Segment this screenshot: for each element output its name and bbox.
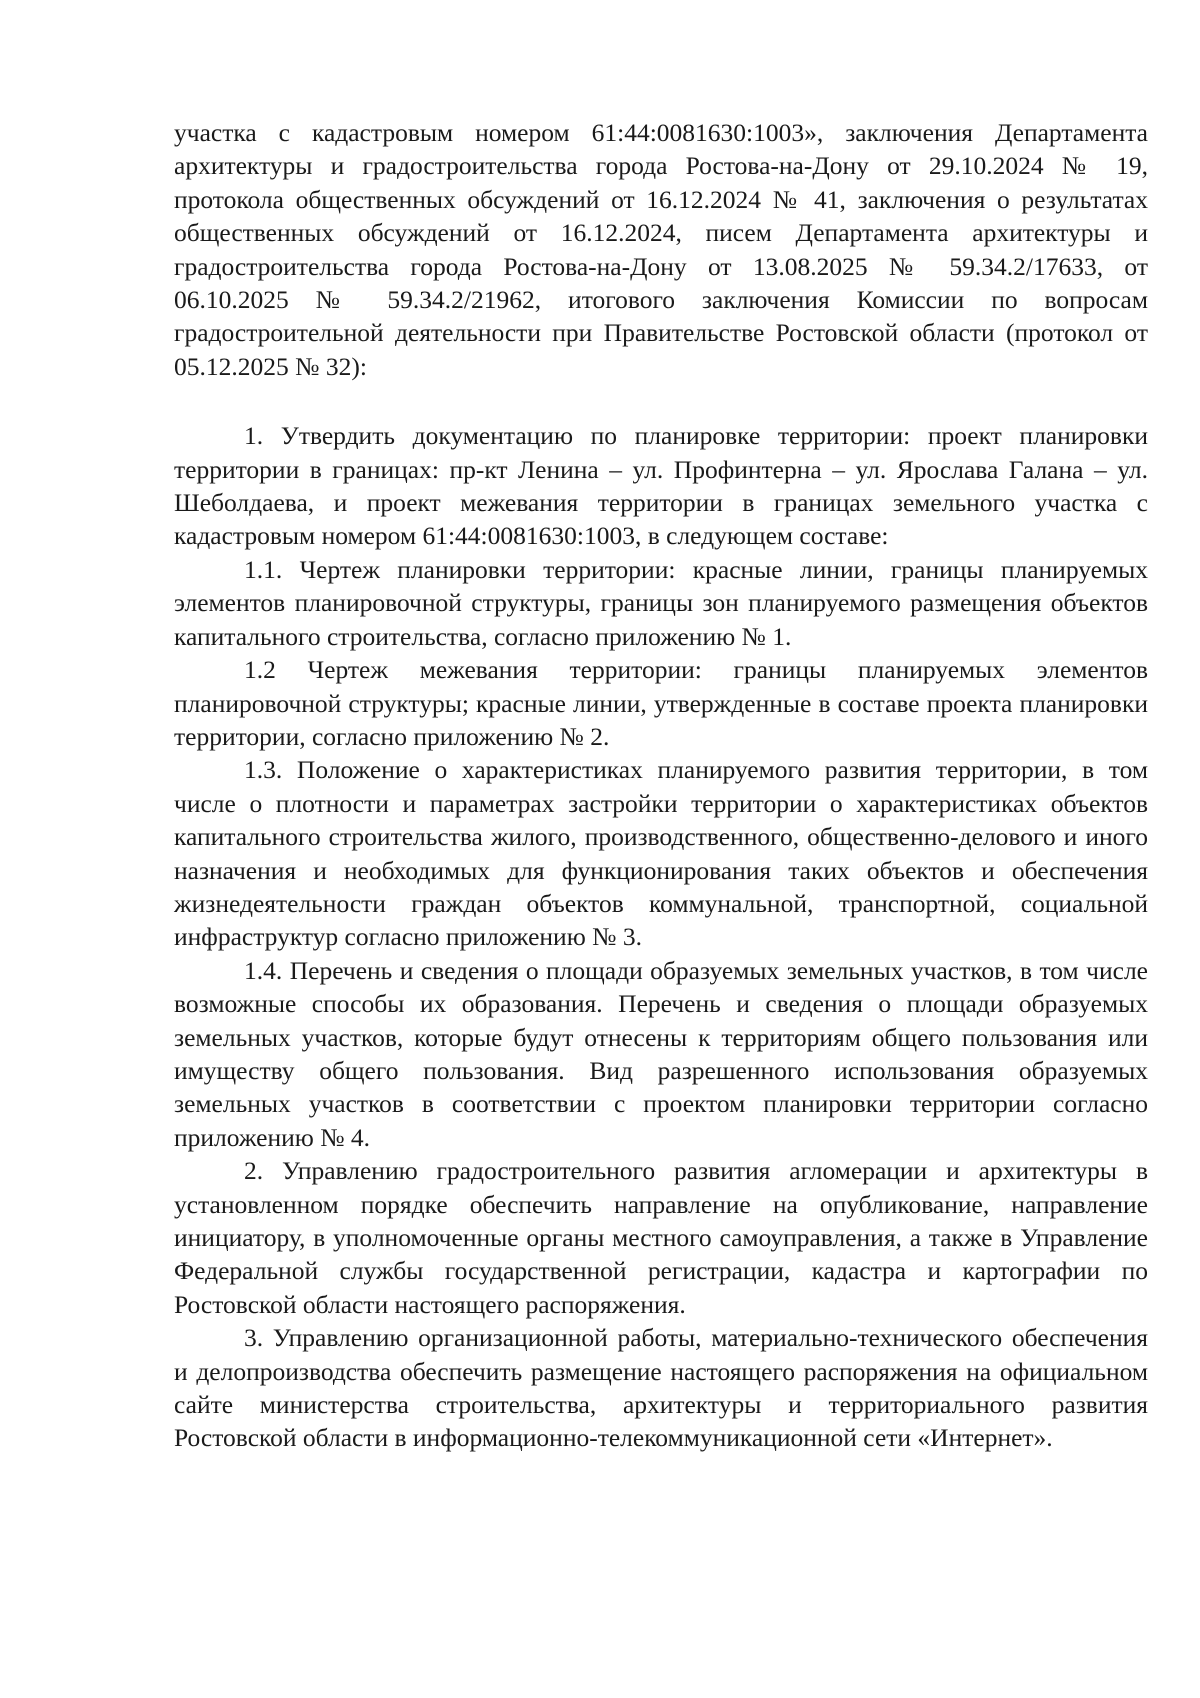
paragraph-item-1-4: 1.4. Перечень и сведения о площади образуемых земельных участков, в том числе возможные способы их образования. Перечень и сведения о площади образуемых земельных участков, которые будут отнесены к территориям общего пользования или имуществу общего пользования. Вид разрешенного использования образуемых земельных участков в соответствии с проектом планировки территории согласно приложению № 4.	[174, 955, 1148, 1152]
paragraph-item-1-1: 1.1. Чертеж планировки территории: красные линии, границы планируемых элементов планировочной структуры, границы зон планируемого размещения объектов капитального строительства, согласно приложению № 1.	[174, 554, 1148, 651]
paragraph-item-1-2: 1.2 Чертеж межевания территории: границы планируемых элементов планировочной структуры; красные линии, утвержденные в составе проекта планировки территории, согласно приложению № 2.	[174, 655, 1148, 751]
paragraph-item-2: 2. Управлению градостроительного развития агломерации и архитектуры в установленном порядке обеспечить направление на опубликование, направление инициатору, в уполномоченные органы местного самоуправления, а также в Управление Федеральной службы государственной регистрации, кадастра и картографии по Ростовской области настоящего распоряжения.	[174, 1156, 1148, 1319]
paragraph-preamble-continuation: участка с кадастровым номером 61:44:0081630:1003», заключения Департамента архитектуры и градостроительства города Ростова-на-Дону от 29.10.2024 № 19, протокола общественных обсуждений от 16.12.2024 № 41, заключения о результатах общественных обсуждений от 16.12.2024, писем Департамента архитектуры и градостроительства города Ростова-на-Дону от 13.08.2025 № 59.34.2/17633, от 06.10.2025 № 59.34.2/21962, итогового заключения Комиссии по вопросам градостроительной деятельности при Правительстве Ростовской области (протокол от 05.12.2025 № 32):	[174, 118, 1148, 381]
paragraph-item-3: 3. Управлению организационной работы, материально-технического обеспечения и делопроизводства обеспечить размещение настоящего распоряжения на официальном сайте министерства строительства, архитектуры и территориального развития Ростовской области в информационно-телекоммуникационной сети «Интернет».	[174, 1323, 1148, 1453]
document-body	[174, 116, 1148, 1455]
paragraph-item-1-3: 1.3. Положение о характеристиках планируемого развития территории, в том числе о плотности и параметрах застройки территории о характеристиках объектов капитального строительства жилого, производственного, общественно-делового и иного назначения и необходимых для функционирования таких объектов и обеспечения жизнедеятельности граждан объектов коммунальной, транспортной, социальной инфраструктур согласно приложению № 3.	[174, 755, 1148, 952]
paragraph-item-1: 1. Утвердить документацию по планировке территории: проект планировки территории в границах: пр-кт Ленина – ул. Профинтерна – ул. Ярослава Галана – ул. Шеболдаева, и проект межевания территории в границах земельного участка с кадастровым номером 61:44:0081630:1003, в следующем составе:	[174, 421, 1148, 551]
